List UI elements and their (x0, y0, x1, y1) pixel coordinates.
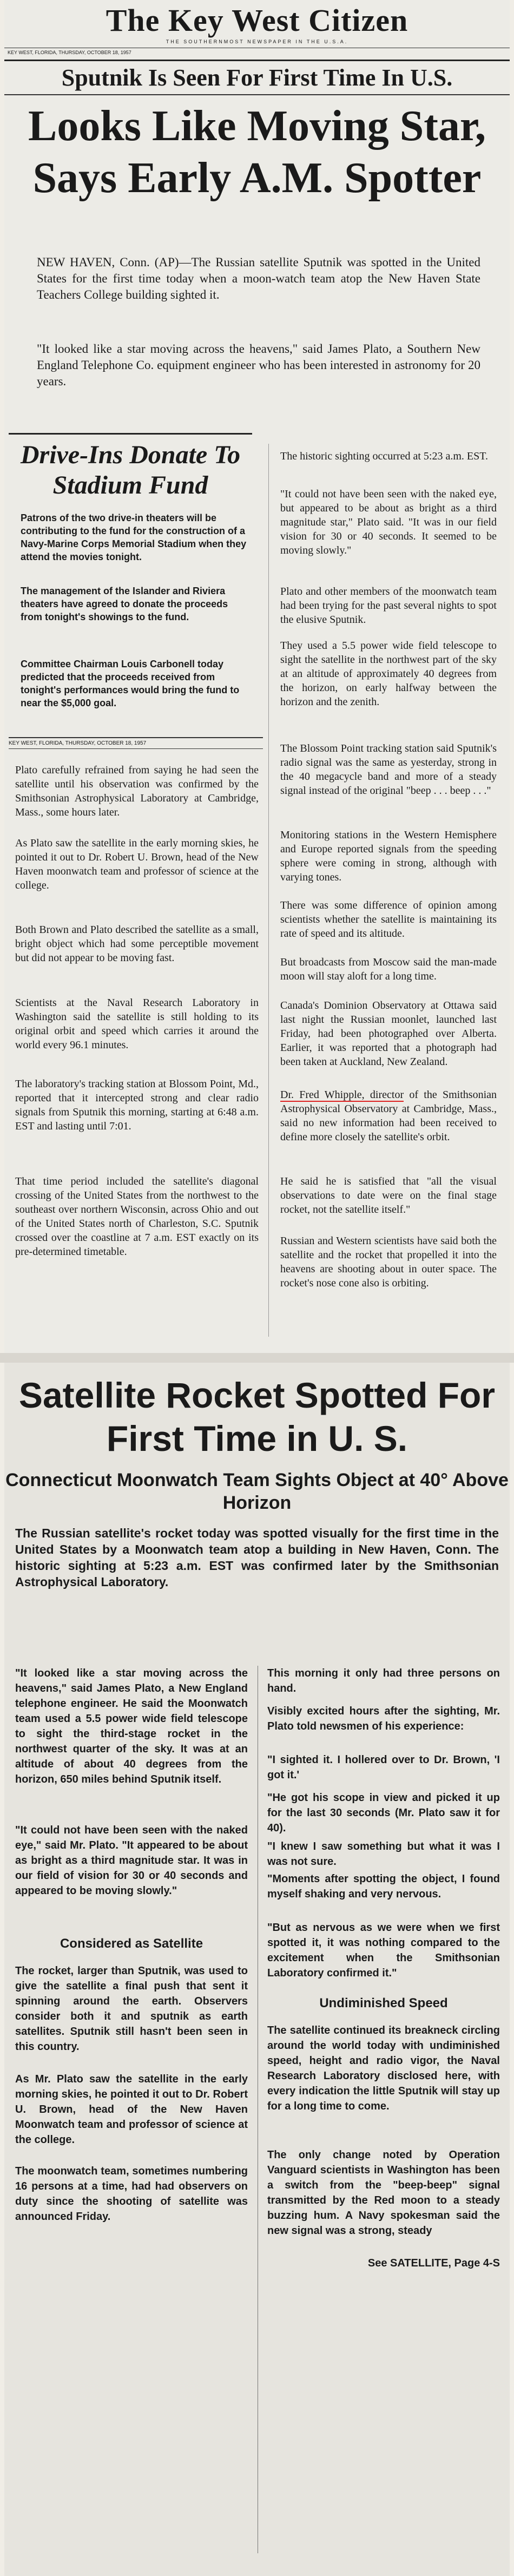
article-paragraph: That time period included the satellite's diagonal crossing of the United States from the northwest to the southeast over northern Wisconsin, across Ohio and out of the United States north of Charleston, S.C. Sputnik crossed over the coastline at 7 a.m. EST exactly on its pre-determined timetable. (15, 1175, 259, 1258)
article-paragraph: The moonwatch team, sometimes numbering 16 persons at a time, had had observers on duty since the shooting of satellite was announced Friday. (15, 2165, 248, 2223)
article-paragraph: The Blossom Point tracking station said Sputnik's radio signal was the same as yesterday, strong in the 40 megacycle band and more of a steady signal instead of the original "beep . . . beep . . ." (280, 742, 497, 797)
article-paragraph: Both Brown and Plato described the satellite as a small, bright object which had some perceptible movement but did not appear to be moving fast. (15, 924, 259, 964)
article-paragraph: Scientists at the Naval Research Laboratory in Washington said the satellite is still holding to its original orbit and speed which carries it around the world every 96.1 minutes. (15, 997, 259, 1051)
article-paragraph: He said he is satisfied that "all the visual observations to date were on the final stage rocket, not the satellite itself." (280, 1175, 497, 1215)
article-paragraph: "He got his scope in view and picked it up for the last 30 seconds (Mr. Plato saw it for 40). (267, 1792, 500, 1834)
article-paragraph: The only change noted by Operation Vanguard scientists in Washington has been a switch from the "beep-beep" signal transmitted by the Red moon to a steady buzzing hum. A Navy spokesman said the new signal was a strong, steady (267, 2149, 500, 2237)
article-paragraph: The laboratory's tracking station at Blossom Point, Md., reported that it intercepted strong and clear radio signals from Sputnik this morning, starting at 6:48 a.m. EST and lasting until 7:01. (15, 1078, 259, 1132)
jump-line: See SATELLITE, Page 4-S (367, 2257, 500, 2269)
article-paragraph (280, 1088, 497, 1144)
drive-in-headline: Drive-Ins Donate To Stadium Fund (9, 433, 252, 501)
article-paragraph: Plato and other members of the moonwatch team had been trying for the past several nights to spot the elusive Sputnik. (280, 586, 497, 626)
article-paragraph: The historic sighting occurred at 5:23 a.m. EST. (280, 450, 488, 462)
drive-in-paragraph: Committee Chairman Louis Carbonell today predicted that the proceeds received from tonight's performances would bring the fund to near the $5,000 goal. (21, 659, 240, 708)
section-subhead: Undiminished Speed (319, 1996, 448, 2010)
clipping-separator (0, 1353, 514, 1363)
paragraph-continuation: of the Smithsonian Astrophysical Observatory at Cambridge, Mass., said no new information had been received to define more closely the satellite's orbit. (280, 1089, 497, 1143)
article-paragraph: "I sighted it. I hollered over to Dr. Brown, 'I got it.' (267, 1754, 500, 1781)
newspaper-clipping-satellite-rocket (4, 1363, 510, 2576)
right-ear (441, 4, 506, 10)
dateline-text: KEY WEST, FLORIDA, THURSDAY, OCTOBER 18, 1957 (8, 50, 131, 55)
main-headline: Looks Like Moving Star, Says Early A.M. Spotter (28, 102, 486, 202)
article-paragraph: This morning it only had three persons on hand. (267, 1667, 500, 1694)
article-paragraph: There was some difference of opinion among scientists whether the satellite is maintaining its rate of speed and its altitude. (280, 899, 497, 939)
article-paragraph: The satellite continued its breakneck circling around the world today with undiminished speed, height and radio vigor, the Naval Research Laboratory disclosed here, with every indication the little Sputnik will stay up for a long time to come. (267, 2025, 500, 2112)
article-paragraph: Plato carefully refrained from saying he had seen the satellite until his observation was confirmed by the Smithsonian Astrophysical Laboratory at Cambridge, Mass., some hours later. (15, 764, 259, 818)
column-rule (268, 444, 269, 1337)
kicker-headline: Sputnik Is Seen For First Time In U.S. (4, 64, 510, 95)
newspaper-clipping-key-west (4, 0, 510, 1353)
article-paragraph: "It could not have been seen with the naked eye, but appeared to be about as bright as a third magnitude star," Plato said. "It was in our field vision for 30 or 40 seconds. It seemed to be moving slowly." (280, 488, 497, 556)
article-paragraph: "It looked like a star moving across the heavens," said James Plato, a Southern New England Telephone Co. equipment engineer who has been interested in astronomy for 20 years. (37, 342, 480, 388)
masthead-dateline (4, 48, 510, 57)
article-paragraph: As Plato saw the satellite in the early morning skies, he pointed it out to Dr. Robert U. Brown, head of the New Haven moonwatch team and professor of science at the college. (15, 837, 259, 891)
section-subhead: Considered as Satellite (60, 1936, 203, 1951)
article-paragraph: Russian and Western scientists have said both the satellite and the rocket that propelled it into the heavens are shooting about in outer space. The rocket's nose cone also is orbiting. (280, 1235, 497, 1289)
article-paragraph: Canada's Dominion Observatory at Ottawa said last night the Russian moonlet, launched last Friday, had been photographed over Alberta. Earlier, it was reported that a photograph had been taken at Auckland, New Zealand. (280, 1000, 497, 1068)
nameplate: The Key West Citizen (106, 3, 408, 38)
rocket-subheadline: Connecticut Moonwatch Team Sights Object at 40° Above Horizon (5, 1470, 509, 1513)
drive-in-paragraph: The management of the Islander and Riviera theaters have agreed to donate the proceeds from tonight's showings to the fund. (21, 586, 228, 622)
article-paragraph: NEW HAVEN, Conn. (AP)—The Russian satellite Sputnik was spotted in the United States for the first time today when a moon-watch team atop the New Haven State Teachers College building sighted it. (37, 255, 480, 301)
inner-dateline: KEY WEST, FLORIDA, THURSDAY, OCTOBER 18, 1957 (9, 737, 263, 749)
article-paragraph: As Mr. Plato saw the satellite in the early morning skies, he pointed it out to Dr. Robert U. Brown, head of the New Haven Moonwatch team and professor of science at the college. (15, 2073, 248, 2146)
lead-paragraph: The Russian satellite's rocket today was spotted visually for the first time in the United States by a Moonwatch team atop a building in New Haven, Conn. The historic sighting at 5:23 a.m. EST was confirmed later by the Smithsonian Astrophysical Laboratory. (15, 1526, 499, 1589)
article-paragraph: "But as nervous as we were when we first spotted it, it was nothing compared to the excitement when the Smithsonian Laboratory confirmed it." (267, 1922, 500, 1979)
article-paragraph: "It looked like a star moving across the heavens," said James Plato, a New England telephone engineer. He said the Moonwatch team used a 5.5 power wide field telescope to sight the third-stage rocket in the northwest quarter of the sky. It was at an altitude of about 40 degrees from the horizon, 650 miles behind Sputnik itself. (15, 1667, 248, 1785)
drive-in-paragraph: Patrons of the two drive-in theaters will be contributing to the fund for the construction of a Navy-Marine Corps Memorial Stadium when they attend the movies tonight. (21, 512, 247, 562)
highlighted-name: Dr. Fred Whipple, director (280, 1089, 404, 1101)
tagline: THE SOUTHERNMOST NEWSPAPER IN THE U.S.A. (166, 39, 348, 44)
rocket-headline: Satellite Rocket Spotted For First Time in U. S. (18, 1375, 496, 1458)
article-paragraph: Monitoring stations in the Western Hemisphere and Europe reported signals from the speeding sphere were coming in strong, although with varying tones. (280, 829, 497, 883)
article-paragraph: Visibly excited hours after the sighting, Mr. Plato told newsmen of his experience: (267, 1705, 500, 1732)
masthead (4, 0, 510, 61)
article-paragraph: The rocket, larger than Sputnik, was used to give the satellite a final push that sent it spinning around the earth. Observers consider both it and sputnik as earth satellites. Sputnik still hasn't been seen in this country. (15, 1965, 248, 2053)
article-paragraph: "I knew I saw something but what it was I was not sure. (267, 1841, 500, 1868)
article-paragraph: "Moments after spotting the object, I found myself shaking and very nervous. (267, 1873, 500, 1900)
article-paragraph: But broadcasts from Moscow said the man-made moon will stay aloft for a long time. (280, 956, 497, 982)
article-paragraph: They used a 5.5 power wide field telescope to sight the satellite in the northwest part of the sky at an altitude of approximately 40 degrees from the horizon, on early halfway between the horizon and the zenith. (280, 640, 497, 708)
article-paragraph: "It could not have been seen with the naked eye," said Mr. Plato. "It appeared to be about as bright as a third magnitude star. It was in our field of vision for 30 or 40 seconds and appeared to be moving slowly." (15, 1824, 248, 1897)
